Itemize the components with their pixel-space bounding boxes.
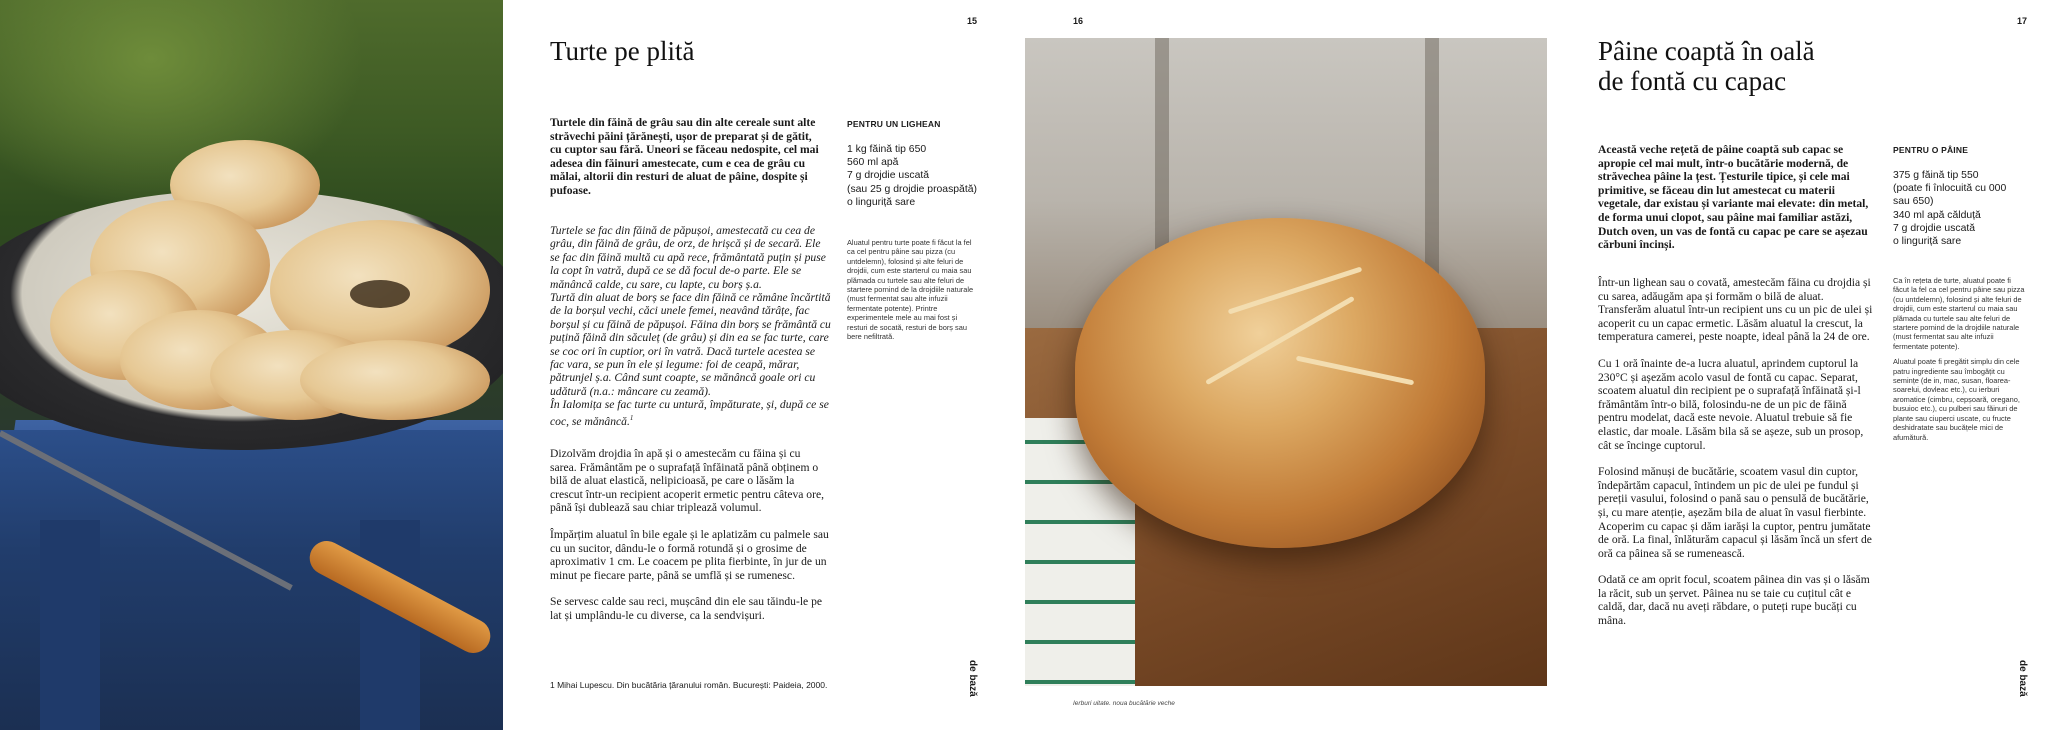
ingredients-list — [847, 143, 977, 209]
quoted-excerpt — [550, 224, 832, 428]
ingredients-heading: PENTRU O PÂINE — [1893, 145, 1969, 155]
stool-leg — [40, 520, 100, 730]
method-text — [550, 447, 830, 636]
method-paragraph: Dizolvăm drojdia în apă și o amestecăm cu făina și cu sarea. Frământăm pe o suprafață înfăinată până obținem o bilă de aluat elastică, nelipicioasă, pe care o lăsăm la crescut într-un recipient acoperit ermetic pentru câteva ore, până își dublează sau chiar triplează volumul. — [550, 447, 825, 515]
flatbread — [300, 340, 490, 420]
ingredient-item: 7 g drojdie uscată — [1893, 222, 1976, 234]
method-paragraph: Odată ce am oprit focul, scoatem pâinea din vas și o lăsăm la răcit, sub un șervet. Pâinea nu se taie cu cuțitul cât e caldă, dar, dacă nu aveți răbdare, o puteți rupe bucăți cu mâna. — [1598, 573, 1870, 628]
ingredient-item: 1 kg făină tip 650 — [847, 144, 927, 155]
ingredients-heading: PENTRU UN LIGHEAN — [847, 119, 941, 129]
title-line: Pâine coaptă în oală — [1598, 36, 1815, 66]
method-paragraph: Se servesc calde sau reci, mușcând din ele sau tăindu-le pe lat și umplându-le cu diverse, ca la sendvișuri. — [550, 595, 823, 622]
excerpt-paragraph: Turtele se fac din făină de păpușoi, amestecată cu cea de grâu, din făină de grâu, de orz, de hrișcă și de secară. Ele se fac din făină multă cu apă rece, frământată puțin și puse la copt în vatră, după ce se dă focul de-o parte. Ele se mănâncă calde, cu sare, cu lapte, cu borș ș.a. — [550, 224, 826, 291]
ingredient-item: 375 g făină tip 550 — [1893, 170, 1979, 181]
ingredient-item: o linguriță sare — [1893, 236, 1962, 248]
excerpt-paragraph: În Ialomița se fac turte cu untură, împăturate, și, după ce se coc, se mănâncă.$^1$ — [550, 398, 829, 428]
intro-paragraph: Această veche rețetă de pâine coaptă sub capac se apropie cel mai mult, într-o bucătărie modernă, de străvechea pâine la țest. Țesturile tipice, și cele mai primitive, se făceau din lut amestecat cu materii vegetale, dar existau și variante mai elevate: din metal, de forma unui clopot, sau pâine mai familiar astăzi, Dutch oven, un vas de fontă cu capac pe care se așezau cărbuni încinși. — [1598, 143, 1869, 252]
footnote-marker: 1 — [629, 413, 634, 422]
excerpt-paragraph: Turtă din aluat de borș se face din făină ce rămâne încărtită de la borșul vechi, căci unele femei, neavând tărâțe, fac borșul și cu făină de păpușoi. Făina din borș se frământă cu puțină făină din săculeț (de grâu) și din ea se fac turte, care se coc ori în cuptior, ori în vatră. Dacă turtele acestea se fac vara, se pun în ele și legume: foi de ceapă, mărar, pătrunjel ș.a. Când sunt coapte, se mănâncă goale ori cu udătură (n.a.: mâncare cu zeamă). — [550, 291, 831, 398]
flatbread-photo — [0, 0, 503, 730]
ingredient-item: sau 650) — [1893, 196, 1934, 208]
ingredients-list — [1893, 169, 2006, 248]
method-text — [1598, 276, 1878, 641]
method-paragraph: Cu 1 oră înainte de-a lucra aluatul, aprindem cuptorul la 230°C și așezăm acolo vasul de fontă cu capac. Separat, scoatem aluatul din recipient pe o suprafață înfăinată și-l frământăm într-o bilă, folosindu-ne de un pic de făină pentru modelat, dacă este nevoie. Aluatul trebuie să fie elastic, dar moale. Lăsăm bila să se așeze, sub un prosop, cât se încinge cuptorul. — [1598, 356, 1864, 452]
side-note-text: Aluatul poate fi pregătit simplu din cele patru ingrediente sau îmbogățit cu semințe (de in, mac, susan, floarea-soarelui, dovleac etc.), cu ierburi aromatice (cimbru, cepșoară, oregano, busuioc etc.), cu pulberi sau făinuri de plante sau ciuperci uscate, cu fructe deshidratate sau bucățele mici de afumătură. — [1893, 357, 2020, 442]
ingredient-item: (poate fi înlocuită cu 000 — [1893, 183, 2007, 195]
section-label: de bază — [2017, 660, 2028, 697]
ingredient-item: 340 ml apă călduță — [1893, 209, 1981, 221]
side-note-text: Aluatul pentru turte poate fi făcut la fel ca cel pentru pâine sau pizza (cu untdelemn), folosind și alte feluri de drojdii, cum este starterul cu maia sau plămada cu turtele sau alte feluri de startere pornind de la drojdiile naturale (must fermentat sau alte infuzii fermentate potente). Printre experimentele mele au mai fost și resturi de socată, resturi de borș sau bere nefiltrată. — [847, 238, 974, 342]
method-paragraph: Într-un lighean sau o covată, amestecăm făina cu drojdia și cu sarea, adăugăm apa și formăm o bilă de aluat. Transferăm aluatul într-un recipient uns cu un pic de ulei și acoperit cu un capac ermetic. Lăsăm aluatul la crescut, la temperatura camerei, peste noapte, ideal până la 24 de ore. — [1598, 276, 1873, 344]
method-paragraph: Împărțim aluatul în bile egale și le aplatizăm cu palmele sau cu un sucitor, dându-le o formă rotundă și o grosime de aproximativ 1 cm. Le coacem pe plita fierbinte, în jur de un minut pe fiecare parte, până se umflă și se rumenesc. — [550, 527, 829, 582]
stool-leg — [360, 520, 420, 730]
page-number: 15 — [967, 16, 978, 26]
bread-loaf — [1075, 218, 1485, 548]
page-number: 17 — [2017, 16, 2028, 26]
ingredient-item: 560 ml apă — [847, 157, 899, 169]
side-note — [847, 238, 979, 347]
photo-caption: Ierburi uitate. noua bucătărie veche — [1073, 700, 1175, 707]
background-tree — [1425, 38, 1439, 298]
ingredient-item: 7 g drojdie uscată — [847, 170, 930, 182]
ingredient-item: (sau 25 g drojdie proaspătă) — [847, 183, 977, 195]
page-title: Turte pe plită — [550, 36, 695, 66]
loaf-photo — [1025, 38, 1547, 686]
ingredient-item: o linguriță sare — [847, 196, 916, 208]
side-note-text: Ca în rețeta de turte, aluatul poate fi făcut la fel ca cel pentru pâine sau pizza (cu untdelemn), folosind și alte feluri de drojdii, cum este starterul cu maia sau plămada cu turtele sau alte feluri de startere pornind de la drojdiile naturale (must fermentat sau alte infuzii fermentate potente). — [1893, 276, 2025, 351]
section-label: de bază — [967, 660, 978, 697]
method-paragraph: Folosind mănuși de bucătărie, scoatem vasul din cuptor, îndepărtăm capacul, întindem un pic de ulei pe fundul și pereții vasului, folosind o pană sau o pensulă de bucătărie, și, cu mare atenție, așezăm bila de aluat în vasul fierbinte. Acoperim cu capac și dăm iarăși la cuptor, pentru jumătate de oră. La final, înlăturăm capacul și lăsăm încă un sfert de oră ca pâinea să se rumenească. — [1598, 465, 1872, 560]
intro-paragraph: Turtele din făină de grâu sau din alte cereale sunt alte străvechi păini țărănești, ușor de preparat și de gătit, cu cuptor sau fără. Uneori se făceau nedospite, cel mai adesea din făinuri amestecate, cum e cea de grâu cu mălai, altorii din resturi de aluat de pâine, dospite și pufoase. — [550, 116, 819, 197]
page-title — [1598, 36, 1918, 96]
title-line: de fontă cu capac — [1598, 66, 1787, 96]
page-number: 16 — [1073, 16, 1084, 26]
footnote: 1 Mihai Lupescu. Din bucătăria țăranului român. București: Paideia, 2000. — [550, 680, 828, 690]
side-note — [1893, 276, 2028, 448]
